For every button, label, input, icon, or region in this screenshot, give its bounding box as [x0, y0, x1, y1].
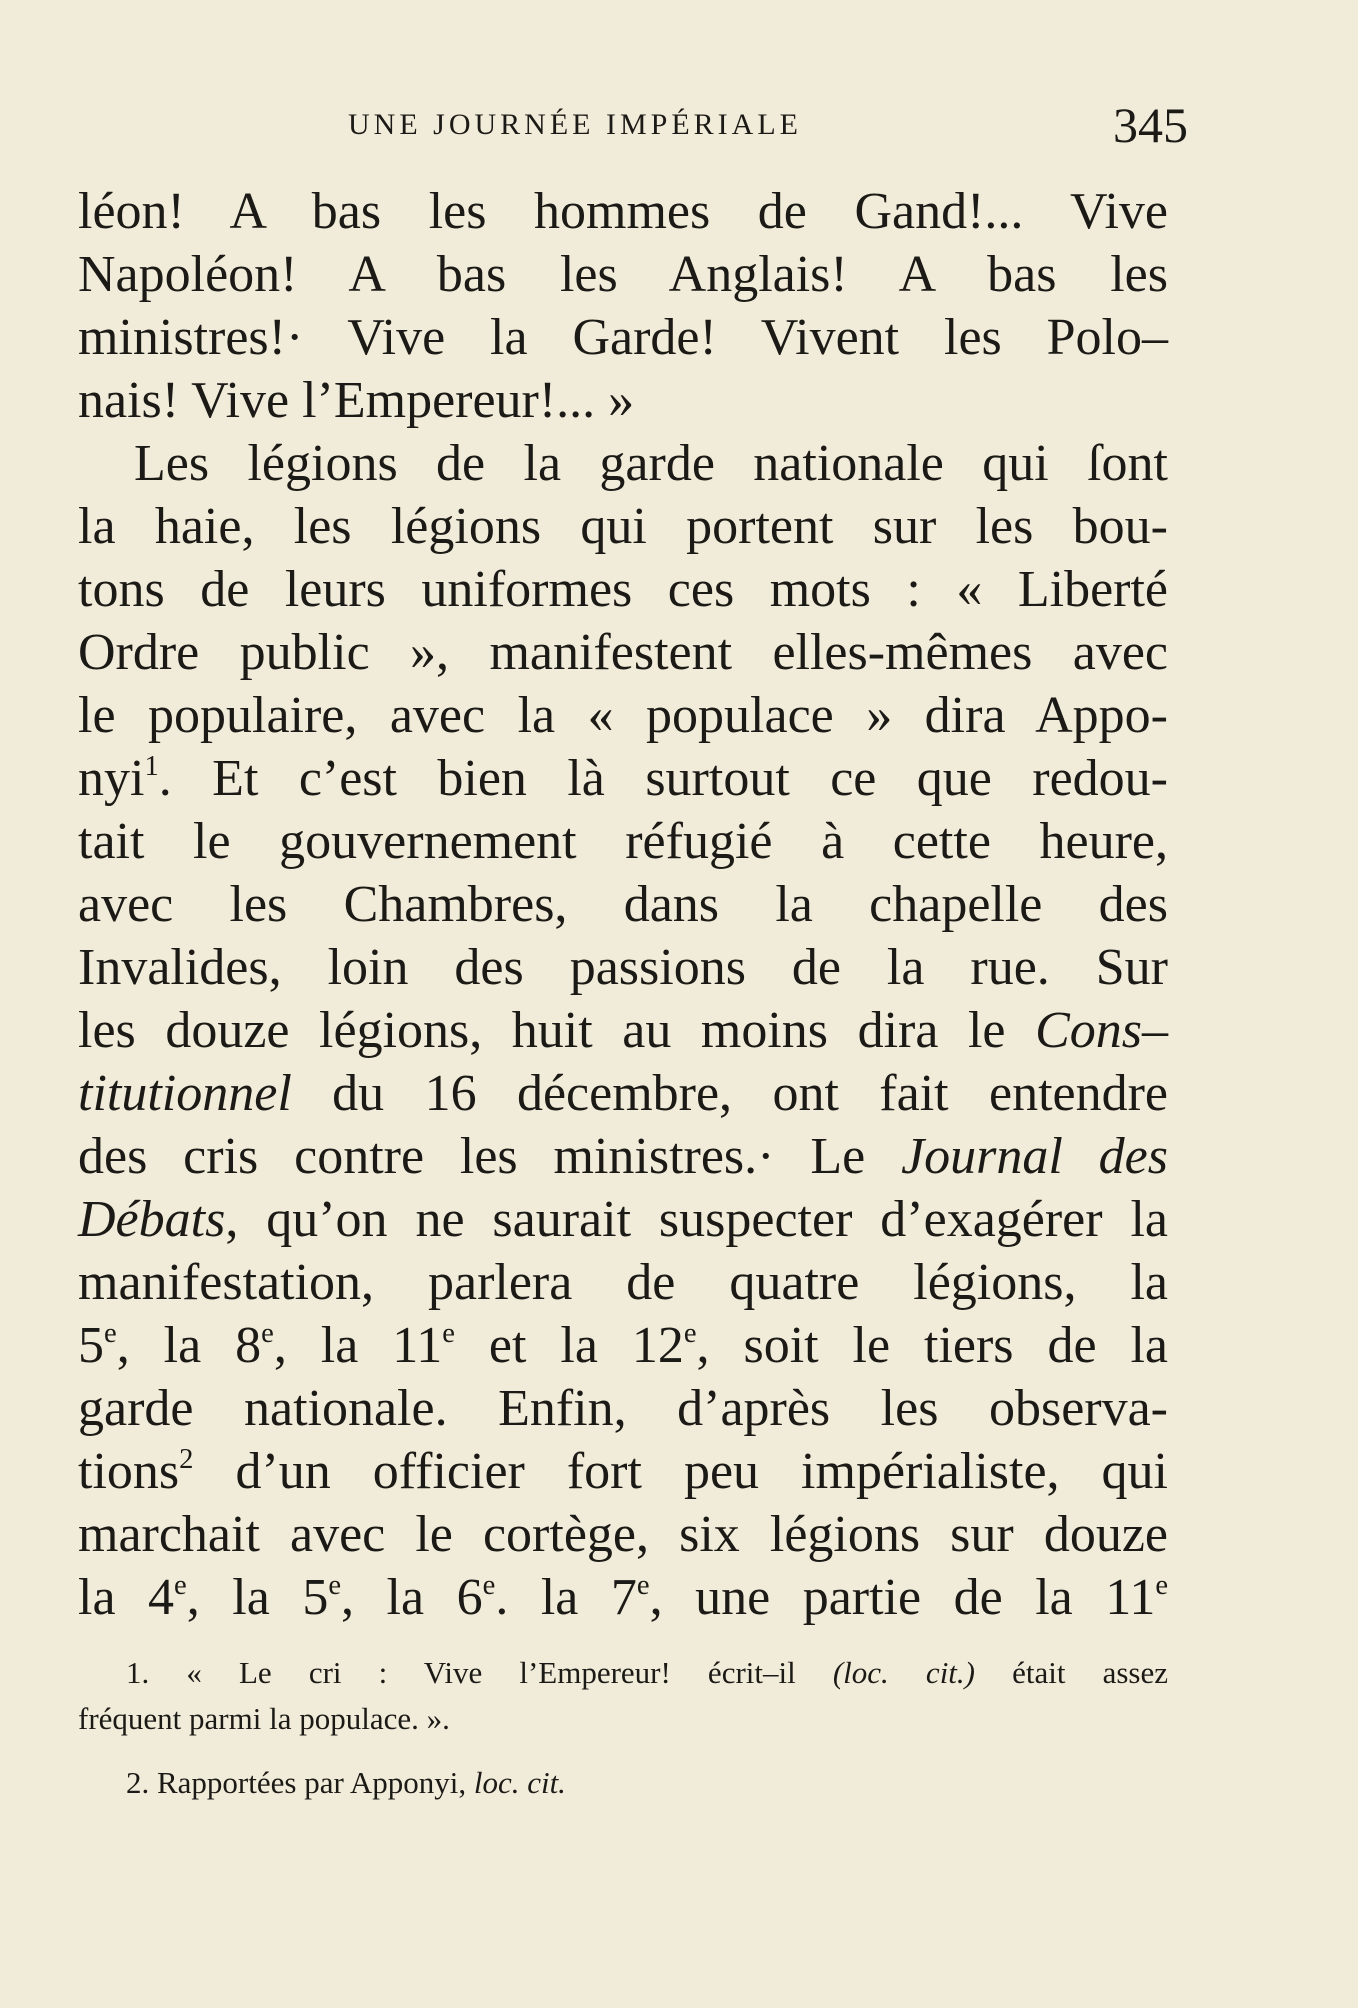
superscript: e	[683, 1317, 697, 1349]
italic-fragment: (loc. cit.)	[832, 1655, 975, 1690]
superscript: e	[328, 1569, 342, 1601]
paragraph-start-line: Les légions de la garde nationale qui ſont	[134, 435, 1168, 492]
text-fragment: les douze légions, huit au moins dira le	[78, 1002, 1006, 1059]
text-line: la haie, les légions qui portent sur les bou-	[78, 498, 1168, 555]
text-line: Napoléon! A bas les Anglais! A bas les	[78, 246, 1168, 303]
footnote-ref-1: 1	[144, 750, 159, 782]
footnote-2	[78, 1760, 1168, 1806]
italic-fragment: Cons–	[1035, 1002, 1168, 1059]
text-line: Invalides, loin des passions de la rue. Sur	[78, 939, 1168, 996]
text-line	[78, 747, 1168, 810]
text-fragment: du 16 décembre, ont fait entendre	[291, 1065, 1168, 1122]
text-line	[78, 1440, 1168, 1503]
italic-fragment: loc. cit.	[473, 1765, 566, 1800]
text-fragment: tions	[78, 1443, 180, 1500]
text-line	[78, 1062, 1168, 1125]
superscript: e	[1155, 1569, 1169, 1601]
text-fragment: 2. Rapportées par Apponyi,	[126, 1765, 474, 1800]
text-line	[78, 1125, 1168, 1188]
text-line	[78, 1566, 1168, 1629]
text-line: Ordre public », manifestent elles-mêmes avec	[78, 624, 1168, 681]
text-line	[78, 1314, 1168, 1377]
superscript: e	[442, 1317, 455, 1349]
superscript: e	[482, 1569, 496, 1601]
superscript: e	[261, 1317, 274, 1349]
italic-fragment: Journal des	[901, 1128, 1168, 1185]
text-fragment: , une partie de la 11	[649, 1569, 1156, 1626]
text-fragment: et la 12	[454, 1317, 684, 1374]
text-fragment: , la 6	[341, 1569, 483, 1626]
text-line: manifestation, parlera de quatre légions, la	[78, 1254, 1168, 1311]
text-line: ministres!· Vive la Garde! Vivent les Polo–	[78, 309, 1168, 366]
footnote-1	[78, 1650, 1168, 1696]
text-fragment: la 4	[78, 1569, 175, 1626]
italic-fragment: Débats	[78, 1191, 226, 1248]
text-line: tons de leurs uniformes ces mots : « Liberté	[78, 561, 1168, 618]
superscript: e	[104, 1317, 117, 1349]
text-fragment: 1. « Le cri : Vive l’Empereur! écrit–il	[126, 1655, 833, 1690]
footnote-1-line-2: fréquent parmi la populace. ».	[78, 1701, 450, 1736]
italic-fragment: titutionnel	[78, 1065, 292, 1122]
text-line: léon! A bas les hommes de Gand!... Vive	[78, 183, 1168, 240]
text-line	[78, 1188, 1168, 1251]
text-line: nais! Vive l’Empereur!... »	[78, 372, 635, 429]
text-fragment: nyi	[78, 750, 145, 807]
text-line	[78, 999, 1168, 1062]
text-fragment: . la 7	[495, 1569, 637, 1626]
text-fragment: des cris contre les ministres.· Le	[78, 1128, 866, 1185]
text-fragment: , la 11	[273, 1317, 443, 1374]
text-fragment: était assez	[975, 1655, 1169, 1690]
footnotes	[78, 1650, 1168, 1806]
superscript: e	[636, 1569, 650, 1601]
text-fragment: , qu’on ne saurait suspecter d’exagérer la	[225, 1191, 1168, 1248]
page-header	[78, 96, 1188, 166]
text-fragment: , la 8	[116, 1317, 262, 1374]
text-fragment: d’un officier fort peu impérialiste, qui	[193, 1443, 1168, 1500]
text-line: avec les Chambres, dans la chapelle des	[78, 876, 1168, 933]
text-fragment: 5	[78, 1317, 104, 1374]
text-line: marchait avec le cortège, six légions sur douze	[78, 1506, 1168, 1563]
footnote-ref-2: 2	[179, 1443, 194, 1475]
superscript: e	[174, 1569, 187, 1601]
text-fragment: , la 5	[186, 1569, 329, 1626]
text-line: tait le gouvernement réfugié à cette heure,	[78, 813, 1168, 870]
text-line: le populaire, avec la « populace » dira Appo-	[78, 687, 1168, 744]
text-fragment: , soit le tiers de la	[696, 1317, 1169, 1374]
running-title: UNE JOURNÉE IMPÉRIALE	[348, 108, 802, 141]
page-number: 345	[1113, 97, 1188, 153]
body-text	[78, 180, 1168, 1629]
text-line: garde nationale. Enfin, d’après les observa-	[78, 1380, 1168, 1437]
text-fragment: . Et c’est bien là surtout ce que redou-	[158, 750, 1168, 807]
